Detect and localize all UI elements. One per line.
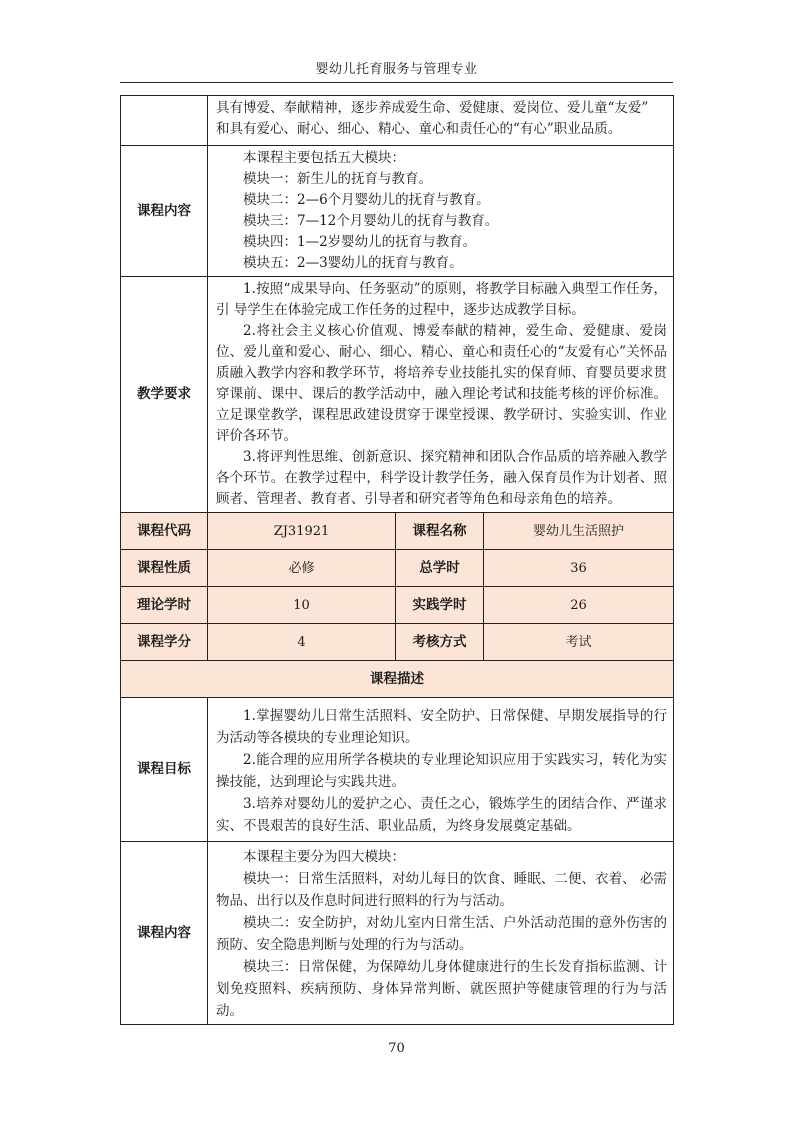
goals-paragraph: 1.掌握婴幼儿日常生活照料、安全防护、日常保健、早期发展指导的行为活动等各模块的专业理论知识。: [216, 708, 668, 746]
top-section-content: [208, 96, 674, 146]
course-nature-label: 课程性质: [121, 550, 208, 587]
content-section-1-content: [208, 146, 674, 277]
total-hours-label: 总学时: [396, 550, 484, 587]
course-nature-value: 必修: [208, 550, 396, 587]
course-credit-label: 课程学分: [121, 624, 208, 661]
top-section-line: 和具有爱心、耐心、细心、精心、童心和责任心的“有心”职业品质。: [216, 121, 622, 137]
course-credit-value: 4: [208, 624, 396, 661]
content-1-paragraph: 模块三：7—12个月婴幼儿的抚育与教育。: [243, 213, 499, 229]
practice-hours-label: 实践学时: [396, 587, 484, 624]
top-section-line: 具有博爱、奉献精神，逐步养成爱生命、爱健康、爱岗位、爱儿童“友爱”: [216, 100, 649, 116]
content-1-paragraph: 模块二：2—6个月婴幼儿的抚育与教育。: [243, 192, 490, 208]
theory-hours-label: 理论学时: [121, 587, 208, 624]
top-section-label: [121, 96, 208, 146]
page-number: 70: [388, 1041, 405, 1056]
theory-hours-value: 10: [208, 587, 396, 624]
goals-section-label: 课程目标: [121, 698, 208, 842]
course-name-label: 课程名称: [396, 513, 484, 550]
practice-hours-value: 26: [484, 587, 674, 624]
content-section-1-label: 课程内容: [121, 146, 208, 277]
top-section-row: [121, 96, 674, 146]
assessment-value: 考试: [484, 624, 674, 661]
total-hours-value: 36: [484, 550, 674, 587]
course-code-row: [121, 513, 674, 550]
header-rule: [120, 82, 673, 83]
content-2-paragraph: 模块三：日常保健，为保障幼儿身体健康进行的生长发育指标监测、计划免疫照料、疾病预防、身体异常判断、就医照护等健康管理的行为与活动。: [216, 959, 668, 1019]
content-section-2-label: 课程内容: [121, 842, 208, 1025]
content-1-paragraph: 模块五：2—3婴幼儿的抚育与教育。: [243, 255, 463, 271]
course-credit-row: [121, 624, 674, 661]
content-section-2-row: [121, 842, 674, 1025]
description-heading-row: [121, 661, 674, 698]
theory-hours-row: [121, 587, 674, 624]
requirements-paragraph: 3.将评判性思维、创新意识、探究精神和团队合作品质的培养融入教学各个环节。在教学过程中，科学设计教学任务，融入保育员作为计划者、照顾者、管理者、教育者、引导者和研究者等角色和母亲角色的培养。: [216, 449, 668, 507]
content-1-paragraph: 本课程主要包括五大模块：: [243, 150, 405, 166]
requirements-paragraph: 2.将社会主义核心价值观、博爱奉献的精神，爱生命、爱健康、爱岗位、爱儿童和爱心、耐心、细心、精心、童心和责任心的“友爱有心”关怀品质融入教学内容和教学环节，将培养专业技能扎实的保育师、育婴员要求贯穿课前、课中、课后的教学活动中，融入理论考试和技能考核的评价标准。立足课堂教学，课程思政建设贯穿于课堂授课、教学研讨、实验实训、作业评价各环节。: [216, 323, 668, 444]
goals-section-row: [121, 698, 674, 842]
content-1-paragraph: 模块一：新生儿的抚育与教育。: [243, 171, 432, 187]
course-code-label: 课程代码: [121, 513, 208, 550]
content-1-paragraph: 模块四：1—2岁婴幼儿的抚育与教育。: [243, 234, 477, 250]
requirements-section-content: [208, 277, 674, 513]
goals-paragraph: 2.能合理的应用所学各模块的专业理论知识应用于实践实习，转化为实操技能，达到理论与实践共进。: [216, 752, 668, 790]
assessment-label: 考核方式: [396, 624, 484, 661]
course-nature-row: [121, 550, 674, 587]
course-code-value: ZJ31921: [208, 513, 396, 550]
content-2-paragraph: 模块一：日常生活照料，对幼儿每日的饮食、睡眠、二便、衣着、 必需物品、出行以及作息时间进行照料的行为与活动。: [216, 871, 668, 909]
course-name-value: 婴幼儿生活照护: [484, 513, 674, 550]
content-section-1-row: [121, 146, 674, 277]
requirements-section-row: [121, 277, 674, 513]
description-heading: 课程描述: [121, 661, 674, 698]
requirements-section-label: 教学要求: [121, 277, 208, 513]
content-section-2-content: [208, 842, 674, 1025]
goals-section-content: [208, 698, 674, 842]
course-table: [120, 95, 674, 1025]
requirements-paragraph: 1.按照“成果导向、任务驱动”的原则，将教学目标融入典型工作任务，引 导学生在体验完成工作任务的过程中，逐步达成教学目标。: [216, 281, 668, 318]
goals-paragraph: 3.培养对婴幼儿的爱护之心、责任之心，锻炼学生的团结合作、严谨求实、不畏艰苦的良好生活、职业品质，为终身发展奠定基础。: [216, 796, 668, 834]
content-2-paragraph: 本课程主要分为四大模块：: [243, 849, 405, 865]
running-header: 婴幼儿托育服务与管理专业: [315, 62, 478, 77]
content-2-paragraph: 模块二：安全防护，对幼儿室内日常生活、户外活动范围的意外伤害的预防、安全隐患判断与处理的行为与活动。: [216, 915, 668, 953]
